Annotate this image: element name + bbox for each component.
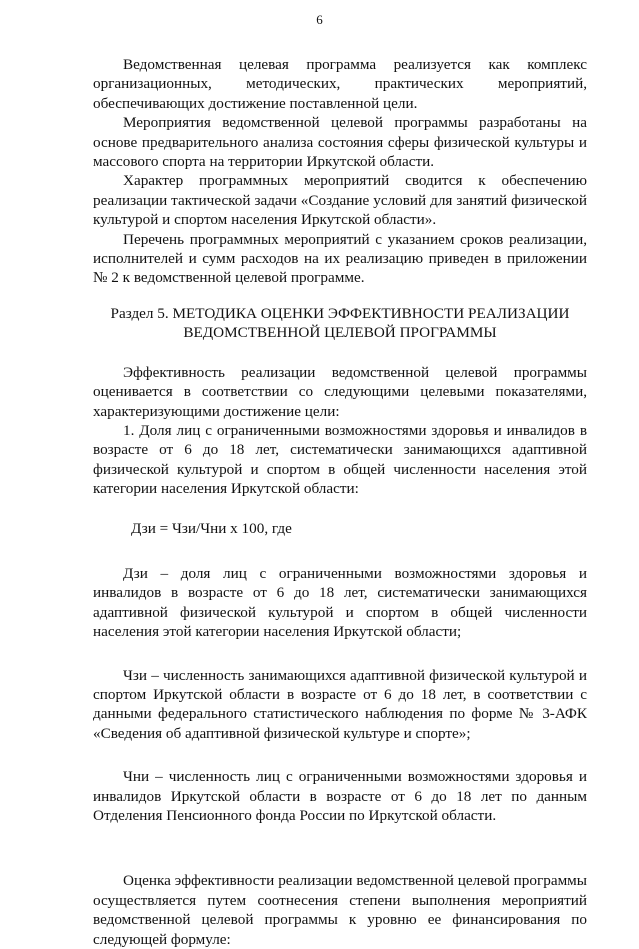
- formula: Дзи = Чзи/Чни х 100, где: [131, 519, 292, 537]
- paragraph-program-complex: Ведомственная целевая программа реализуется как комплекс организационных, методических, практических мероприятий, обеспечивающих достижение поставленной цели.: [93, 56, 587, 112]
- paragraph-tactical-task: Характер программных мероприятий сводится к обеспечению реализации тактической задачи «Создание условий для занятий физической культурой и спортом населения Иркутской области».: [93, 172, 587, 229]
- paragraph-measures-list: Перечень программных мероприятий с указанием сроков реализации, исполнителей и сумм расходов на их реализацию приведен в приложении № 2 к ведомственной целевой программе.: [93, 230, 587, 287]
- page-content: [93, 55, 587, 949]
- section-heading-line-2: ВЕДОМСТВЕННОЙ ЦЕЛЕВОЙ ПРОГРАММЫ: [183, 324, 497, 342]
- paragraph-closing: Оценка эффективности реализации ведомственной целевой программы осуществляется путем соотнесения степени выполнения мероприятий ведомственной целевой программы к уровню ее финансирования по следующей формуле:: [93, 872, 587, 948]
- paragraph-measures-analysis: Мероприятия ведомственной целевой программы разработаны на основе предварительного анализа состояния сферы физической культуры и массового спорта на территории Иркутской области.: [93, 114, 587, 171]
- definition-chni: Чни – численность лиц с ограниченными возможностями здоровья и инвалидов Иркутской области в возрасте от 6 до 18 лет по данным Отделения Пенсионного фонда России по Иркутской области.: [93, 768, 587, 824]
- section-heading: [93, 304, 587, 343]
- page-number: 6: [316, 12, 323, 27]
- definition-dzi: Дзи – доля лиц с ограниченными возможностями здоровья и инвалидов в возрасте от 6 до 18 лет, систематически занимающихся адаптивной физической культурой и спортом в общей численности населения этой категории населения Иркутской области;: [93, 564, 587, 641]
- definition-chzi: Чзи – численность занимающихся адаптивной физической культурой и спортом Иркутской области в возрасте от 6 до 18 лет, в соответствии с данными федерального статистического наблюдения по форме № 3-АФК «Сведения об адаптивной физической культуре и спорте»;: [93, 666, 587, 742]
- section-heading-line-1: Раздел 5. МЕТОДИКА ОЦЕНКИ ЭФФЕКТИВНОСТИ РЕАЛИЗАЦИИ: [110, 304, 570, 322]
- paragraph-intro: Эффективность реализации ведомственной целевой программы оценивается в соответствии со следующими целевыми показателями, характеризующими достижение цели:: [93, 363, 587, 420]
- paragraph-indicator-1: 1. Доля лиц с ограниченными возможностями здоровья и инвалидов в возрасте от 6 до 18 лет, систематически занимающихся адаптивной физической культурой и спортом в общей численности населения этой категории населения Иркутской области:: [93, 421, 587, 498]
